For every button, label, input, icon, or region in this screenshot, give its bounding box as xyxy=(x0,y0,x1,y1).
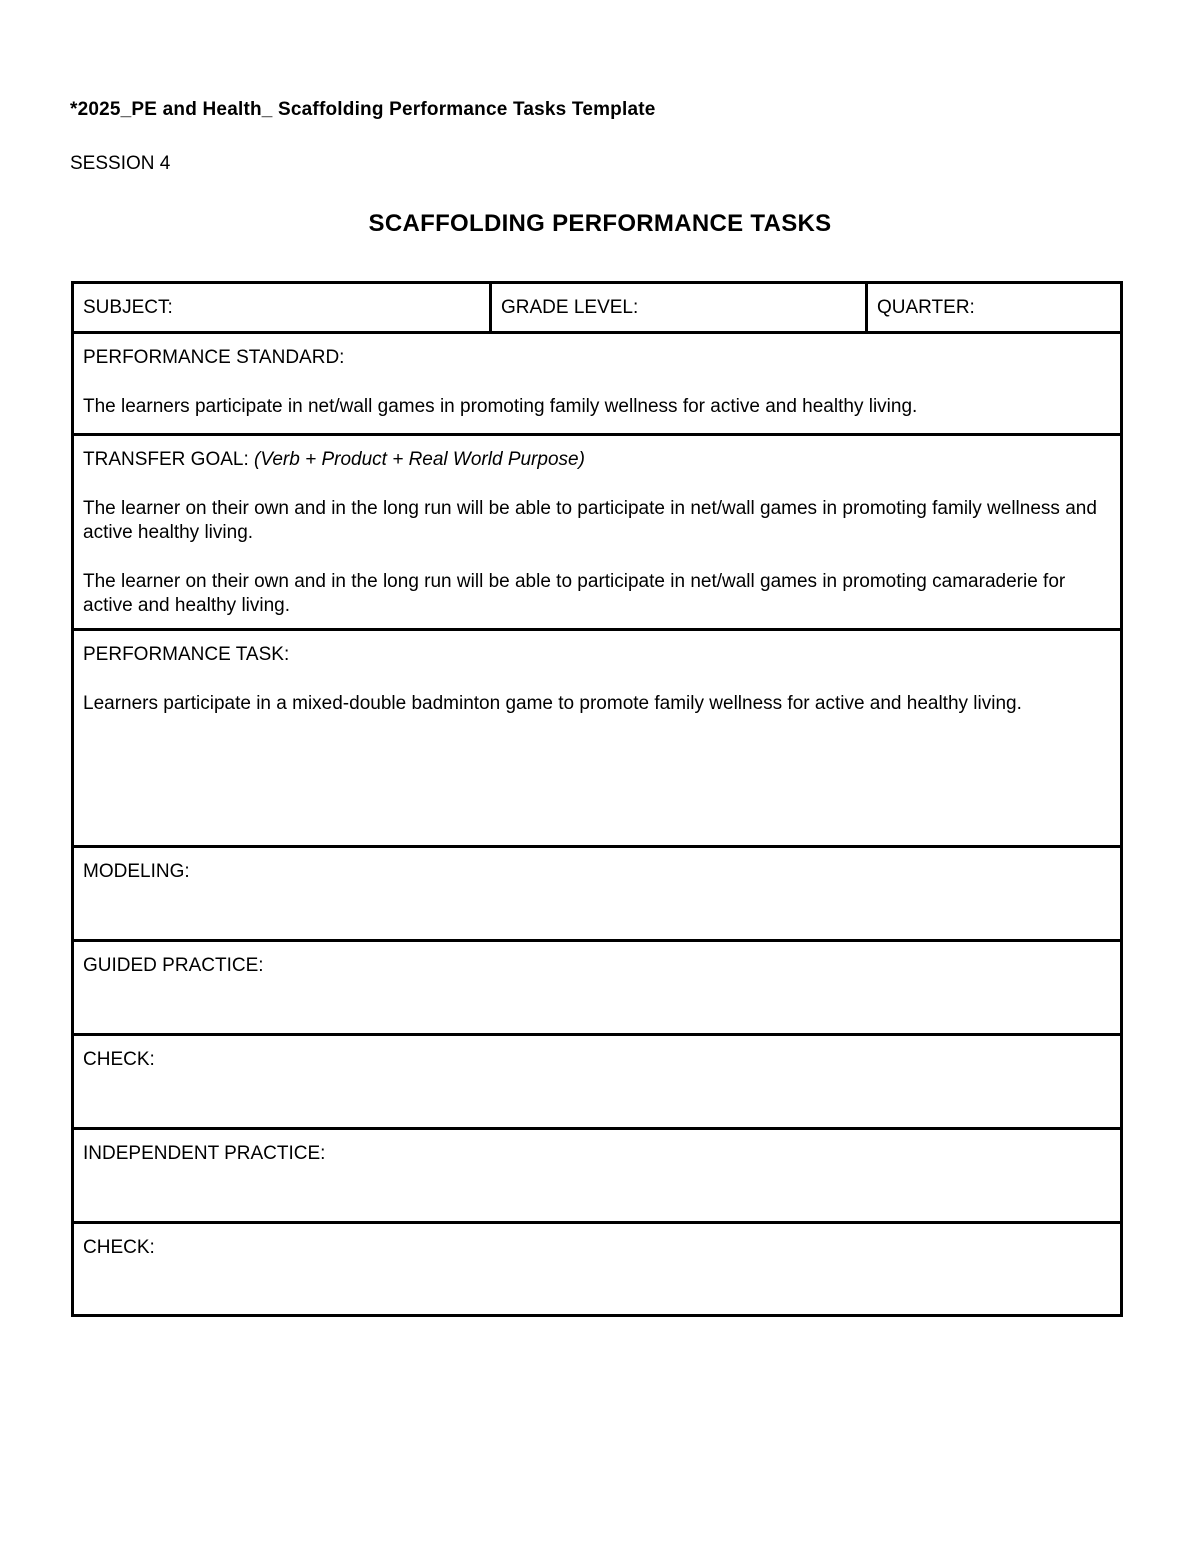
modeling-label: MODELING: xyxy=(83,861,190,882)
info-row xyxy=(73,283,1122,333)
transfer-goal-text-2: The learner on their own and in the long run will be able to participate in net/wall games in promoting camaraderie for active and healthy living. xyxy=(83,571,1066,616)
performance-standard-row xyxy=(73,333,1122,435)
scaffolding-tasks-table xyxy=(71,281,1123,1317)
performance-standard-cell[interactable] xyxy=(73,333,1122,435)
performance-task-cell[interactable] xyxy=(73,630,1122,847)
quarter-cell[interactable] xyxy=(867,283,1122,333)
transfer-goal-row xyxy=(73,435,1122,630)
performance-task-row xyxy=(73,630,1122,847)
check-label-1: CHECK: xyxy=(83,1049,155,1070)
performance-task-text: Learners participate in a mixed-double badminton game to promote family wellness for active and healthy living. xyxy=(83,693,1022,714)
transfer-goal-label: TRANSFER GOAL: xyxy=(83,449,249,470)
check-row-1 xyxy=(73,1035,1122,1129)
quarter-label: QUARTER: xyxy=(877,297,975,318)
independent-practice-label: INDEPENDENT PRACTICE: xyxy=(83,1143,326,1164)
session-label: SESSION 4 xyxy=(70,153,171,174)
modeling-row xyxy=(73,847,1122,941)
transfer-goal-hint: (Verb + Product + Real World Purpose) xyxy=(254,449,585,470)
guided-practice-label: GUIDED PRACTICE: xyxy=(83,955,264,976)
subject-label: SUBJECT: xyxy=(83,297,173,318)
guided-practice-cell[interactable] xyxy=(73,941,1122,1035)
guided-practice-row xyxy=(73,941,1122,1035)
document-header: *2025_PE and Health_ Scaffolding Performance Tasks Template xyxy=(70,99,656,120)
grade-level-cell[interactable] xyxy=(491,283,867,333)
transfer-goal-text-1: The learner on their own and in the long run will be able to participate in net/wall games in promoting family wellness and active healthy living. xyxy=(83,498,1097,543)
performance-standard-label: PERFORMANCE STANDARD: xyxy=(83,347,345,368)
check-cell-1[interactable] xyxy=(73,1035,1122,1129)
performance-task-label: PERFORMANCE TASK: xyxy=(83,644,290,665)
check-row-2 xyxy=(73,1223,1122,1316)
independent-practice-row xyxy=(73,1129,1122,1223)
check-cell-2[interactable] xyxy=(73,1223,1122,1316)
performance-standard-text: The learners participate in net/wall games in promoting family wellness for active and healthy living. xyxy=(83,396,918,417)
check-label-2: CHECK: xyxy=(83,1237,155,1258)
independent-practice-cell[interactable] xyxy=(73,1129,1122,1223)
page-title: SCAFFOLDING PERFORMANCE TASKS xyxy=(368,210,832,237)
modeling-cell[interactable] xyxy=(73,847,1122,941)
grade-level-label: GRADE LEVEL: xyxy=(501,297,639,318)
transfer-goal-cell[interactable] xyxy=(73,435,1122,630)
subject-cell[interactable] xyxy=(73,283,491,333)
